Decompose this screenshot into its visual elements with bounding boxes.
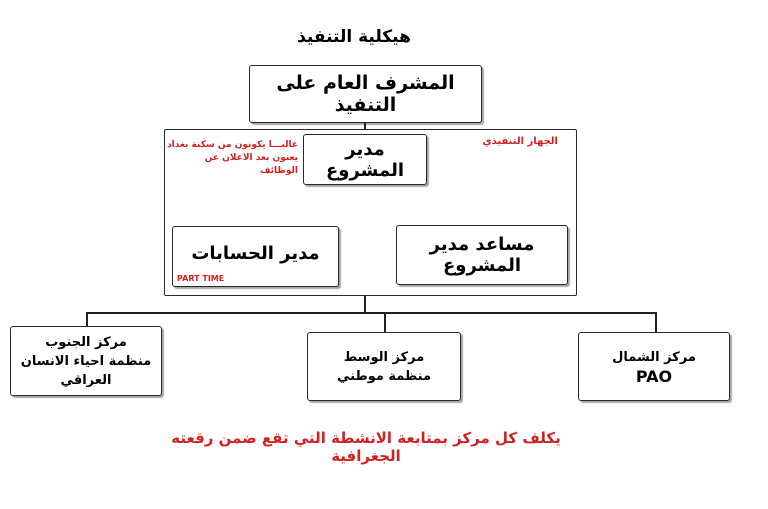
south-center-title: مركز الجنوب: [45, 334, 127, 350]
staff-note: [166, 139, 298, 178]
project-manager-box: [303, 134, 427, 185]
staff-note-line2: يعنون بعد الاعلان عن الوظائف: [204, 153, 298, 176]
diagram-title: هيكلية التنفيذ: [297, 27, 411, 47]
executive-body-label: الجهاز التنفيذي: [482, 136, 558, 147]
general-supervisor-label: المشرف العام على التنفيذ: [276, 72, 455, 116]
project-manager-label: مدير المشروع: [326, 138, 404, 181]
north-center-box: [578, 332, 730, 401]
north-center-title: مركز الشمال: [612, 349, 696, 365]
footer-note: يكلف كل مركز بمتابعة الانشطة التي تقع ضمن رقعته الجغرافية: [171, 429, 561, 465]
staff-note-line1: غالبـــا يكونون من سكنة بغداد: [167, 140, 298, 150]
connector-south: [86, 312, 88, 326]
connector-executive-down: [364, 296, 366, 313]
assistant-manager-box: [396, 225, 568, 285]
south-center-box: [10, 326, 162, 396]
connector-north: [655, 312, 657, 332]
south-center-org: منظمة احياء الانسان العراقي: [20, 353, 152, 388]
connector-middle: [384, 312, 386, 332]
accounts-manager-label: مدير الحسابات: [191, 243, 320, 264]
assistant-manager-label: مساعد مدير المشروع: [429, 234, 535, 276]
north-center-org: PAO: [635, 366, 673, 386]
middle-center-title: مركز الوسط: [343, 349, 425, 365]
part-time-label: PART TIME: [177, 274, 225, 283]
accounts-manager-box: [172, 226, 339, 287]
general-supervisor-box: [249, 65, 482, 123]
middle-center-org: منظمة موطني: [336, 368, 432, 384]
middle-center-box: [307, 332, 461, 401]
connector-horizontal: [86, 312, 656, 314]
